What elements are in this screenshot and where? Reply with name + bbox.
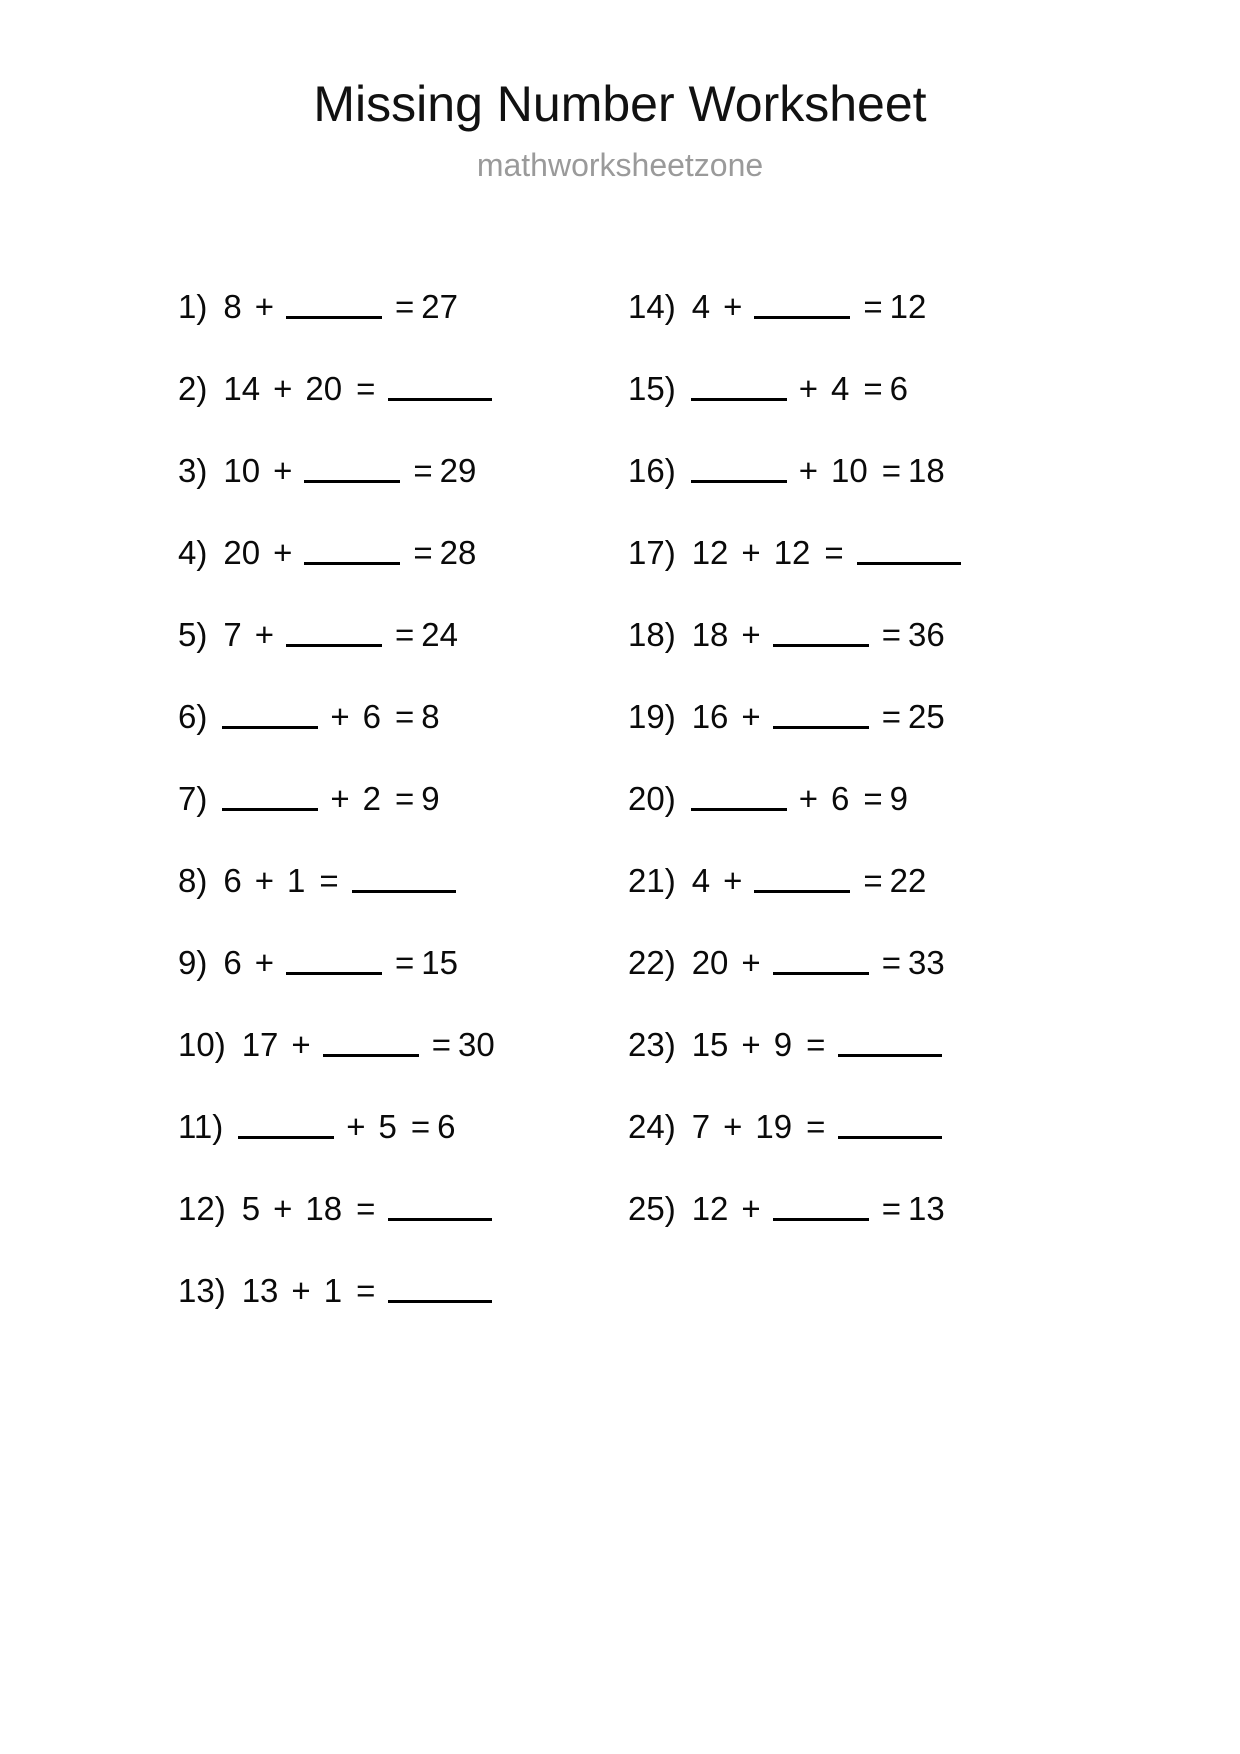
problem-number: 8) — [178, 862, 208, 899]
problem-result: 24 — [421, 616, 458, 653]
answer-blank[interactable] — [286, 946, 382, 975]
answer-blank[interactable] — [773, 700, 869, 729]
problem-term: 4 — [691, 288, 711, 325]
problem-item — [178, 454, 628, 536]
page-title: Missing Number Worksheet — [313, 76, 927, 132]
problem-term: = — [881, 944, 901, 981]
problem-term: 9 — [773, 1026, 793, 1063]
problem-term: + — [330, 780, 350, 817]
problem-term: 8 — [223, 288, 242, 325]
problem-term: + — [741, 944, 761, 981]
problem-column-left — [178, 290, 628, 1356]
problem-item — [628, 700, 1058, 782]
problem-term: = — [881, 1190, 901, 1227]
problem-number: 9) — [178, 944, 208, 981]
problem-term: 18 — [691, 616, 729, 653]
problem-term: + — [254, 288, 274, 325]
problem-item — [628, 864, 1058, 946]
answer-blank[interactable] — [773, 618, 869, 647]
problem-term: = — [356, 1190, 376, 1227]
problem-result: 28 — [439, 534, 477, 571]
problem-term: 7 — [223, 616, 242, 653]
problem-result: 29 — [439, 452, 477, 489]
problem-result: 18 — [907, 452, 945, 489]
problem-term: 5 — [241, 1190, 261, 1227]
problem-term: + — [723, 288, 743, 325]
problem-item — [628, 618, 1058, 700]
problem-term: 20 — [691, 944, 729, 981]
problem-term: + — [254, 944, 274, 981]
problem-term: + — [741, 534, 761, 571]
problem-term: 6 — [362, 698, 381, 735]
problem-result: 15 — [421, 944, 458, 981]
problem-item — [178, 782, 628, 864]
problem-result: 9 — [889, 780, 908, 817]
problem-item — [178, 1192, 628, 1274]
problem-result: 6 — [437, 1108, 456, 1145]
answer-blank[interactable] — [754, 864, 850, 893]
problem-number: 18) — [628, 616, 676, 653]
problem-number: 6) — [178, 698, 208, 735]
answer-blank[interactable] — [388, 1192, 492, 1221]
problem-term: 10 — [223, 452, 261, 489]
problem-term: + — [346, 1108, 366, 1145]
problem-number: 24) — [628, 1108, 676, 1145]
problem-term: + — [330, 698, 350, 735]
answer-blank[interactable] — [773, 1192, 869, 1221]
answer-blank[interactable] — [388, 372, 492, 401]
problem-term: = — [881, 616, 901, 653]
problem-number: 5) — [178, 616, 208, 653]
problem-number: 17) — [628, 534, 676, 571]
problem-item — [628, 782, 1058, 864]
problem-term: 12 — [691, 534, 729, 571]
problem-number: 21) — [628, 862, 676, 899]
problem-term: = — [863, 862, 883, 899]
problem-term: = — [394, 616, 415, 653]
problem-item — [178, 864, 628, 946]
problem-term: 7 — [691, 1108, 711, 1145]
problem-term: 20 — [223, 534, 261, 571]
problem-result: 30 — [457, 1026, 495, 1063]
answer-blank[interactable] — [838, 1028, 942, 1057]
problem-number: 13) — [178, 1272, 226, 1309]
problem-result: 33 — [907, 944, 945, 981]
problem-item — [628, 1028, 1058, 1110]
problem-term: 6 — [830, 780, 850, 817]
problem-term: + — [273, 1190, 293, 1227]
problem-term: 12 — [691, 1190, 729, 1227]
problem-number: 22) — [628, 944, 676, 981]
problem-term: = — [410, 1108, 431, 1145]
answer-blank[interactable] — [238, 1110, 334, 1139]
problem-term: + — [254, 862, 274, 899]
problem-column-right — [628, 290, 1058, 1274]
problem-item — [178, 1274, 628, 1356]
problem-term: + — [273, 452, 293, 489]
problem-number: 16) — [628, 452, 676, 489]
problem-term: = — [394, 698, 415, 735]
problem-term: 16 — [691, 698, 729, 735]
problem-term: = — [394, 780, 415, 817]
problem-term: = — [863, 780, 883, 817]
problem-term: + — [741, 1190, 761, 1227]
problem-number: 23) — [628, 1026, 676, 1063]
problem-term: 13 — [241, 1272, 279, 1309]
answer-blank[interactable] — [754, 290, 850, 319]
problem-list — [0, 290, 1240, 1356]
problem-number: 1) — [178, 288, 208, 325]
problem-term: = — [431, 1026, 451, 1063]
problem-term: 4 — [691, 862, 711, 899]
problem-term: = — [881, 698, 901, 735]
problem-term: = — [806, 1108, 826, 1145]
problem-item — [178, 700, 628, 782]
problem-term: + — [254, 616, 274, 653]
problem-term: = — [806, 1026, 826, 1063]
answer-blank[interactable] — [222, 700, 318, 729]
problem-item — [628, 1110, 1058, 1192]
problem-term: 4 — [830, 370, 850, 407]
problem-number: 25) — [628, 1190, 676, 1227]
problem-result: 25 — [907, 698, 945, 735]
answer-blank[interactable] — [222, 782, 318, 811]
answer-blank[interactable] — [388, 1274, 492, 1303]
answer-blank[interactable] — [773, 946, 869, 975]
answer-blank[interactable] — [286, 290, 382, 319]
problem-term: + — [273, 370, 293, 407]
problem-number: 11) — [178, 1108, 224, 1145]
problem-item — [178, 290, 628, 372]
problem-term: 12 — [773, 534, 811, 571]
answer-blank[interactable] — [286, 618, 382, 647]
problem-term: = — [863, 288, 883, 325]
answer-blank[interactable] — [691, 782, 787, 811]
problem-item — [178, 618, 628, 700]
problem-term: = — [824, 534, 844, 571]
problem-term: + — [291, 1026, 311, 1063]
problem-result: 27 — [421, 288, 458, 325]
problem-result: 8 — [421, 698, 440, 735]
problem-term: + — [291, 1272, 311, 1309]
problem-number: 2) — [178, 370, 208, 407]
problem-item — [178, 1028, 628, 1110]
problem-term: = — [413, 534, 433, 571]
answer-blank[interactable] — [352, 864, 456, 893]
problem-number: 4) — [178, 534, 208, 571]
problem-number: 10) — [178, 1026, 226, 1063]
problem-term: = — [881, 452, 901, 489]
problem-result: 9 — [421, 780, 440, 817]
problem-number: 3) — [178, 452, 208, 489]
answer-blank[interactable] — [323, 1028, 419, 1057]
problem-term: + — [798, 452, 818, 489]
problem-term: + — [798, 370, 818, 407]
problem-result: 6 — [889, 370, 908, 407]
problem-number: 19) — [628, 698, 676, 735]
problem-term: = — [394, 944, 415, 981]
problem-term: 17 — [241, 1026, 279, 1063]
problem-term: 6 — [223, 862, 242, 899]
answer-blank[interactable] — [691, 454, 787, 483]
problem-item — [628, 290, 1058, 372]
problem-term: 2 — [362, 780, 381, 817]
problem-item — [178, 946, 628, 1028]
problem-item — [628, 454, 1058, 536]
problem-term: = — [413, 452, 433, 489]
answer-blank[interactable] — [691, 372, 787, 401]
problem-item — [178, 1110, 628, 1192]
problem-term: + — [798, 780, 818, 817]
worksheet-header — [0, 0, 1240, 184]
answer-blank[interactable] — [304, 454, 400, 483]
problem-term: + — [723, 1108, 743, 1145]
problem-number: 15) — [628, 370, 676, 407]
problem-term: = — [356, 370, 376, 407]
problem-number: 12) — [178, 1190, 226, 1227]
problem-term: 6 — [223, 944, 242, 981]
problem-result: 36 — [907, 616, 945, 653]
answer-blank[interactable] — [857, 536, 961, 565]
problem-result: 13 — [907, 1190, 945, 1227]
problem-item — [628, 1192, 1058, 1274]
problem-term: 14 — [223, 370, 261, 407]
problem-term: + — [723, 862, 743, 899]
problem-number: 20) — [628, 780, 676, 817]
problem-term: = — [394, 288, 415, 325]
problem-term: = — [356, 1272, 376, 1309]
problem-item — [628, 372, 1058, 454]
problem-result: 22 — [889, 862, 927, 899]
problem-term: 1 — [323, 1272, 343, 1309]
problem-term: 18 — [305, 1190, 343, 1227]
problem-term: = — [863, 370, 883, 407]
problem-term: 1 — [286, 862, 306, 899]
page-subtitle: mathworksheetzone — [476, 146, 764, 183]
problem-term: 19 — [755, 1108, 793, 1145]
problem-item — [178, 536, 628, 618]
problem-term: + — [741, 1026, 761, 1063]
problem-term: + — [741, 698, 761, 735]
problem-item — [628, 536, 1058, 618]
problem-item — [628, 946, 1058, 1028]
answer-blank[interactable] — [304, 536, 400, 565]
problem-item — [178, 372, 628, 454]
problem-result: 12 — [889, 288, 927, 325]
problem-number: 7) — [178, 780, 208, 817]
problem-term: 20 — [305, 370, 343, 407]
problem-term: + — [741, 616, 761, 653]
problem-term: 10 — [830, 452, 868, 489]
problem-term: 5 — [378, 1108, 397, 1145]
problem-term: + — [273, 534, 293, 571]
problem-number: 14) — [628, 288, 676, 325]
answer-blank[interactable] — [838, 1110, 942, 1139]
problem-term: 15 — [691, 1026, 729, 1063]
problem-term: = — [319, 862, 339, 899]
